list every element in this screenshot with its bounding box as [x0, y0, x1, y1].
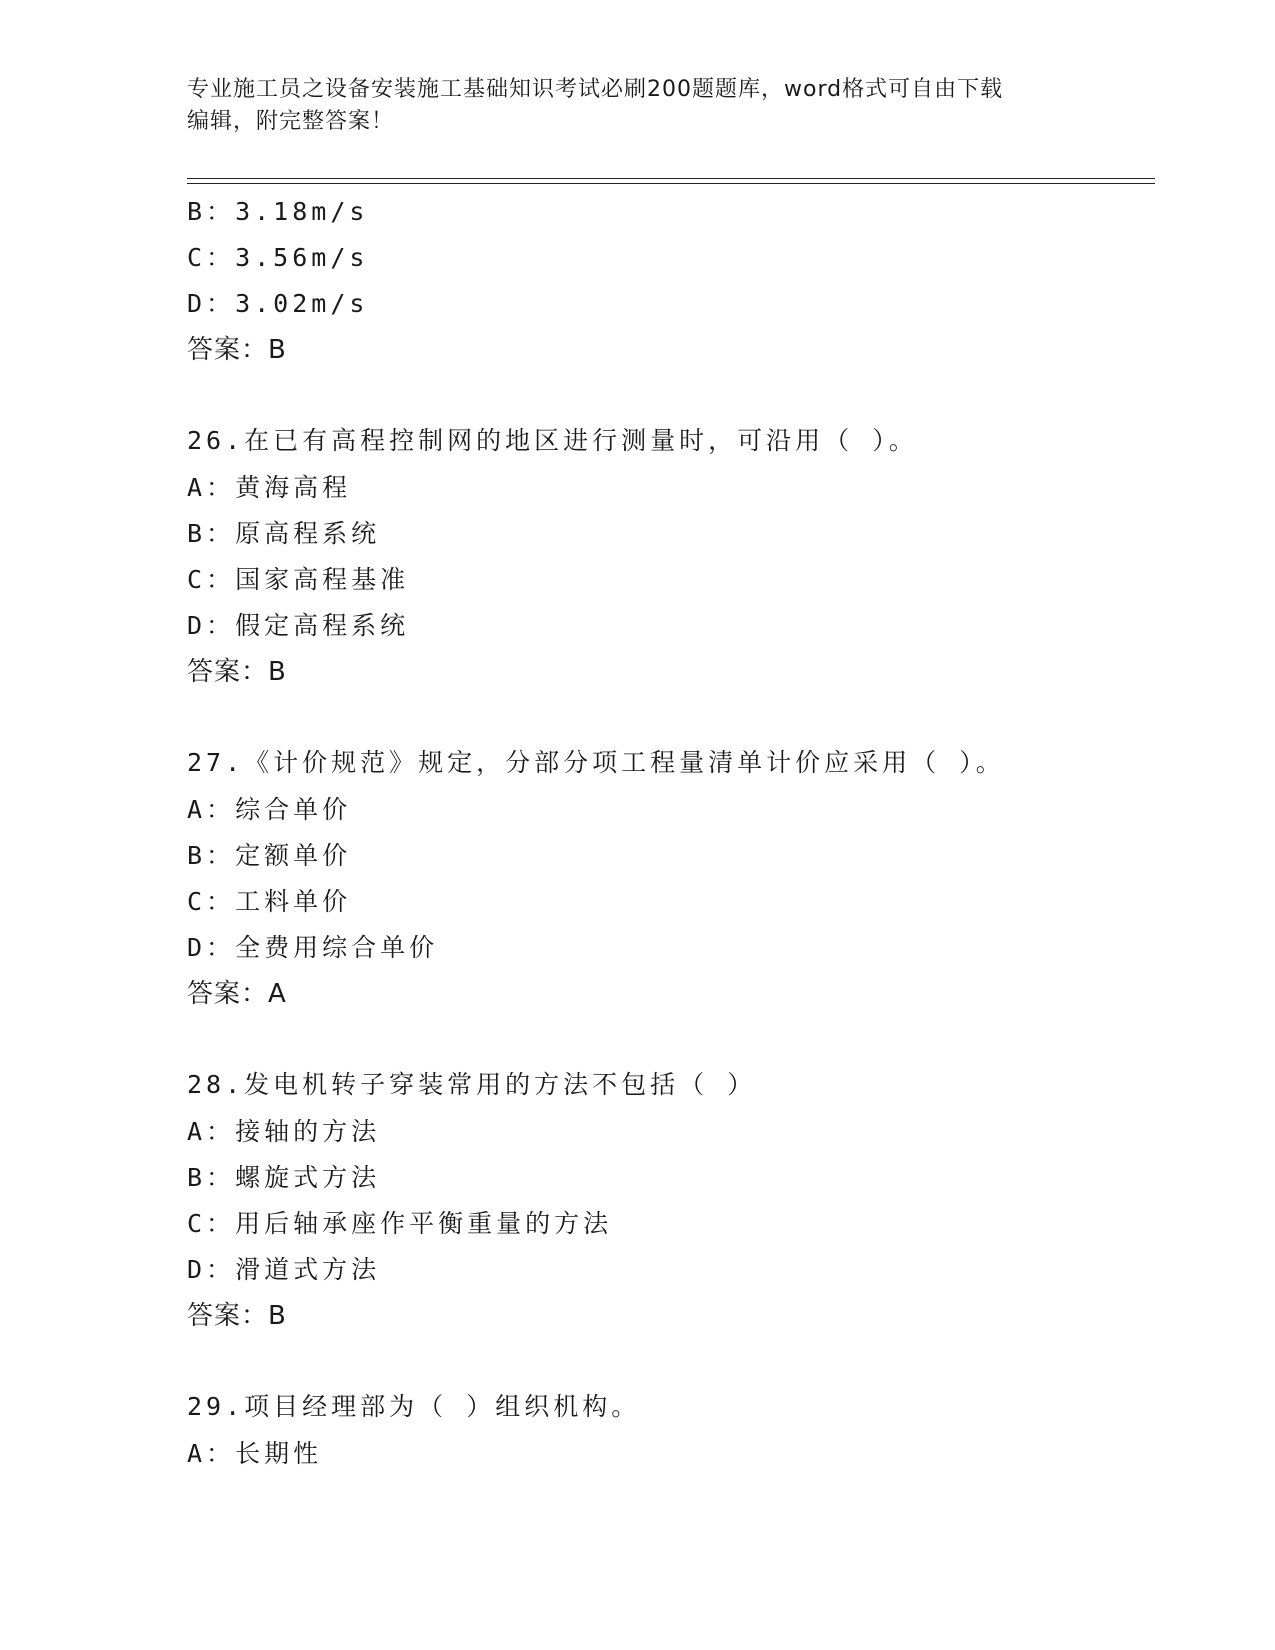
option-line — [187, 1247, 1155, 1293]
option-line — [187, 925, 1155, 971]
answer-line: 答案：A — [187, 979, 287, 1009]
option-line — [187, 557, 1155, 603]
option-line — [187, 787, 1155, 833]
option-line — [187, 603, 1155, 649]
option-line — [187, 1201, 1155, 1247]
option-text: 用后轴承座作平衡重量的方法 — [235, 1209, 613, 1238]
option-text: 全费用综合单价 — [235, 933, 439, 962]
header-line-2: 编辑，附完整答案！ — [187, 109, 395, 134]
option-label: B： — [187, 519, 236, 548]
option-label: A： — [187, 795, 236, 824]
option-text: 3.56m/s — [235, 243, 369, 272]
header-divider-top — [187, 178, 1155, 179]
option-line — [187, 879, 1155, 925]
question-block-partial — [187, 189, 1155, 373]
header-line-1: 专业施工员之设备安装施工基础知识考试必刷200题题库，word格式可自由下载 — [187, 77, 1004, 102]
option-label: C： — [187, 1209, 236, 1238]
option-line — [187, 511, 1155, 557]
option-label: D： — [187, 1255, 236, 1284]
answer-line: 答案：B — [187, 335, 287, 365]
option-label: C： — [187, 565, 236, 594]
answer-line: 答案：B — [187, 1301, 287, 1331]
option-label: B： — [187, 1163, 236, 1192]
option-text: 假定高程系统 — [235, 611, 410, 640]
option-label: B： — [187, 197, 236, 226]
option-label: A： — [187, 473, 236, 502]
question-list — [187, 189, 1155, 1477]
question-stem: 27.《计价规范》规定，分部分项工程量清单计价应采用（ ）。 — [187, 748, 1005, 777]
option-label: C： — [187, 243, 236, 272]
option-text: 滑道式方法 — [235, 1255, 381, 1284]
option-text: 原高程系统 — [235, 519, 381, 548]
option-text: 螺旋式方法 — [235, 1163, 381, 1192]
document-header — [187, 74, 1087, 138]
option-label: A： — [187, 1439, 236, 1468]
question-stem: 28.发电机转子穿装常用的方法不包括（ ） — [187, 1070, 757, 1099]
option-text: 长期性 — [235, 1439, 323, 1468]
option-line — [187, 281, 1155, 327]
answer-line: 答案：B — [187, 657, 287, 687]
question-block — [187, 417, 1155, 695]
option-label: C： — [187, 887, 236, 916]
option-text: 3.02m/s — [235, 289, 369, 318]
question-block — [187, 739, 1155, 1017]
option-line — [187, 235, 1155, 281]
option-text: 接轴的方法 — [235, 1117, 381, 1146]
option-label: D： — [187, 933, 236, 962]
question-block — [187, 1383, 1155, 1477]
option-line — [187, 1431, 1155, 1477]
option-text: 3.18m/s — [235, 197, 369, 226]
option-text: 综合单价 — [235, 795, 352, 824]
option-line — [187, 465, 1155, 511]
option-text: 国家高程基准 — [235, 565, 410, 594]
header-divider-bottom — [187, 183, 1155, 184]
question-block — [187, 1061, 1155, 1339]
option-text: 黄海高程 — [235, 473, 352, 502]
option-label: A： — [187, 1117, 236, 1146]
option-line — [187, 833, 1155, 879]
option-text: 工料单价 — [235, 887, 352, 916]
option-label: D： — [187, 611, 236, 640]
option-line — [187, 189, 1155, 235]
option-text: 定额单价 — [235, 841, 352, 870]
option-label: B： — [187, 841, 236, 870]
question-stem: 29.项目经理部为（ ）组织机构。 — [187, 1392, 641, 1421]
option-line — [187, 1155, 1155, 1201]
question-stem: 26.在已有高程控制网的地区进行测量时，可沿用（ ）。 — [187, 426, 918, 455]
option-label: D： — [187, 289, 236, 318]
option-line — [187, 1109, 1155, 1155]
